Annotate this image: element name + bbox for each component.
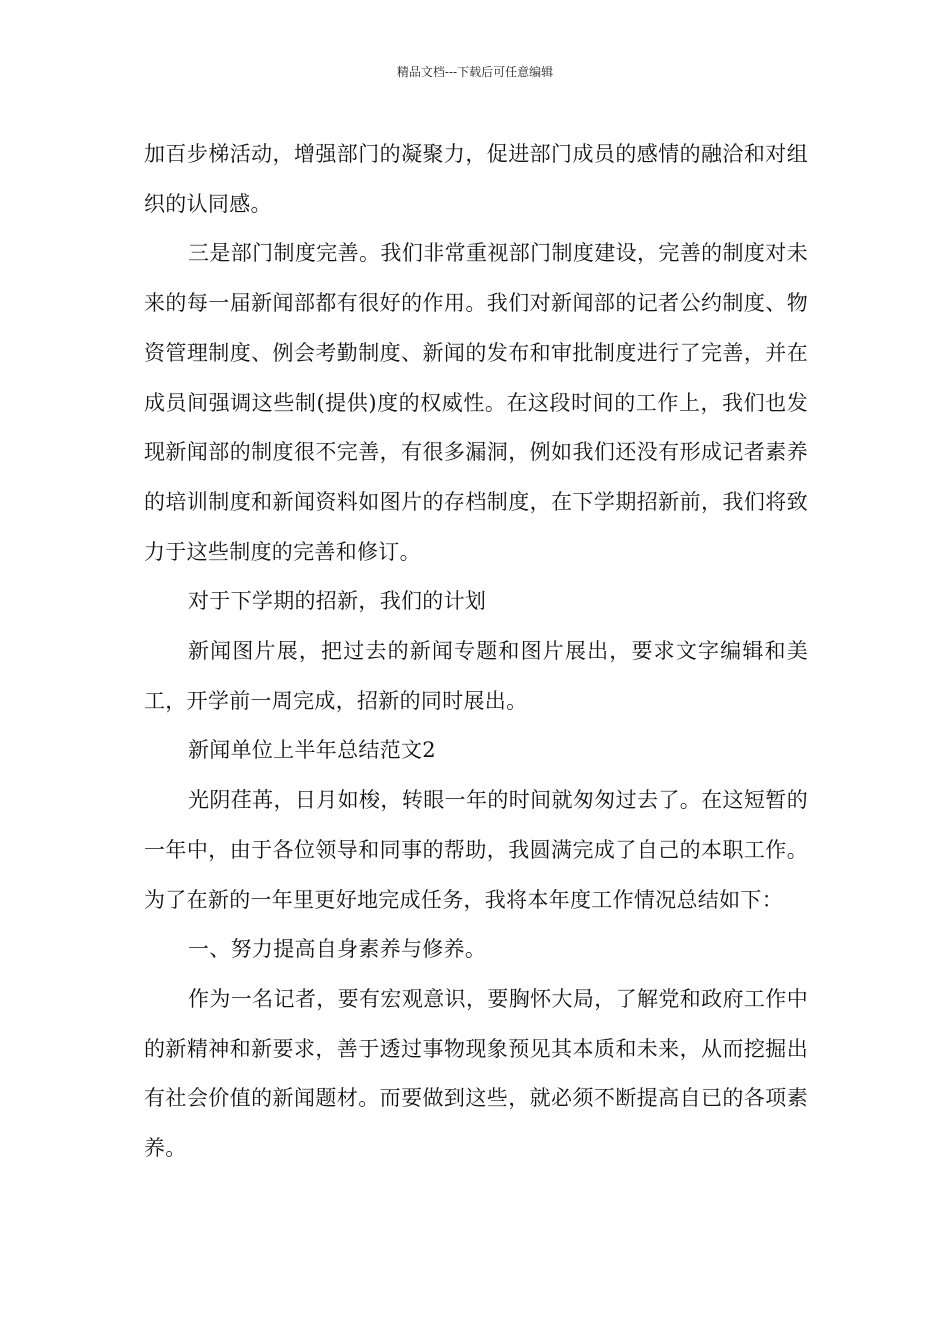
paragraph-department-rules: 三是部门制度完善。我们非常重视部门制度建设，完善的制度对未来的每一届新闻部都有很好的作用。我们对新闻部的记者公约制度、物资管理制度、例会考勤制度、新闻的发布和审批制度进行了完善，并在成员间强调这些制(提供)度的权威性。在这段时间的工作上，我们也发现新闻部的制度很不完善，有很多漏洞，例如我们还没有形成记者素养的培训制度和新闻资料如图片的存档制度，在下学期招新前，我们将致力于这些制度的完善和修订。 <box>144 241 808 564</box>
paragraph-reporter-awareness: 作为一名记者，要有宏观意识，要胸怀大局，了解党和政府工作中的新精神和新要求，善于透过事物现象预见其本质和未来，从而挖掘出有社会价值的新闻题材。而要做到这些，就必须不断提高自已的各项素养。 <box>144 986 808 1161</box>
paragraph-year-summary: 光阴荏苒，日月如梭，转眼一年的时间就匆匆过去了。在这短暂的一年中，由于各位领导和同事的帮助，我圆满完成了自己的本职工作。为了在新的一年里更好地完成任务，我将本年度工作情况总结如下： <box>144 788 808 912</box>
section-title: 新闻单位上半年总结范文2 <box>188 738 436 763</box>
page-header: 精品文档---下载后可任意编辑 <box>396 65 554 79</box>
paragraph-photo-exhibition: 新闻图片展，把过去的新闻专题和图片展出，要求文字编辑和美工，开学前一周完成，招新的同时展出。 <box>144 639 808 713</box>
paragraph-recruitment-plan-heading: 对于下学期的招新，我们的计划 <box>188 589 487 614</box>
document-body <box>144 130 808 1174</box>
subheading-self-improvement: 一、努力提高自身素养与修养。 <box>188 937 487 962</box>
paragraph-continuation: 加百步梯活动，增强部门的凝聚力，促进部门成员的感情的融洽和对组织的认同感。 <box>144 142 808 216</box>
